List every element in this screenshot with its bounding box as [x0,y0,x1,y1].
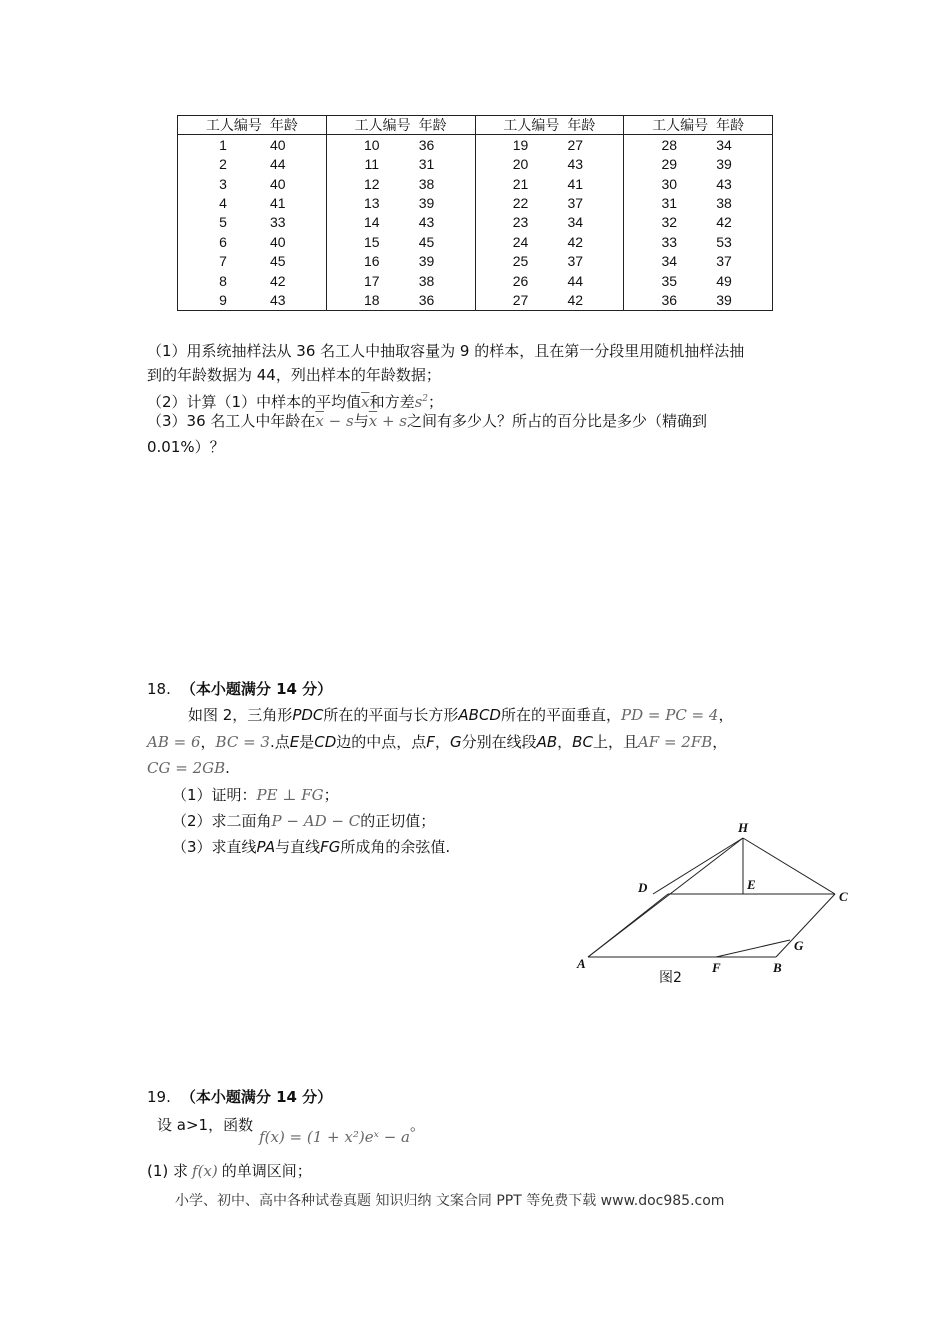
figure-caption: 图2 [659,970,682,986]
worker-no-cell: 17 [363,272,380,289]
q18-sub1: （1）证明：PE ⊥ FG； [172,786,339,804]
worker-no-cell: 6 [219,233,227,250]
worker-no-cell: 25 [512,253,529,270]
q17-part1-line1: （1）用系统抽样法从 36 名工人中抽取容量为 9 的样本，且在第一分段里用随机抽样法抽 [147,342,745,360]
table-row [327,213,475,232]
q17-part2: （2）计算（1）中样本的平均值$\overline{x}$和方差$s^2$； [147,393,444,411]
q18-header: 18. （本小题满分 14 分） [147,680,333,698]
edge-HD [653,838,743,894]
table-row [327,135,475,154]
age-cell: 34 [716,136,732,153]
label-F: F [712,960,721,975]
edge-HA [588,838,743,957]
age-cell: 37 [716,253,732,270]
table-row [476,232,624,251]
label-C: C [839,889,848,904]
edge-HC [743,838,835,894]
worker-no-cell: 4 [219,195,227,212]
worker-no-cell: 22 [512,195,529,212]
worker-no-cell: 13 [363,195,380,212]
table-row [178,154,326,173]
table-header [476,116,624,135]
age-cell: 40 [270,136,286,153]
worker-no-cell: 18 [363,292,380,309]
age-cell: 41 [270,195,286,212]
table-row [624,193,772,212]
worker-no-cell: 1 [219,136,227,153]
table-row [624,291,772,310]
q18-sub2: （2）求二面角P − AD − C的正切值； [172,812,436,830]
table-row [476,252,624,271]
worker-no-cell: 36 [661,292,678,309]
worker-no-cell: 11 [364,156,380,173]
worker-no-cell: 10 [363,136,380,153]
age-cell: 44 [270,156,286,173]
age-cell: 43 [418,214,435,231]
worker-no-cell: 14 [363,214,380,231]
edge-BC [776,894,835,957]
label-A: A [577,956,586,971]
age-cell: 39 [418,253,435,270]
table-row [178,232,326,251]
age-cell: 37 [567,253,584,270]
age-cell: 49 [716,272,732,289]
worker-no-cell: 2 [219,156,227,173]
table-column [475,116,624,310]
table-row [327,174,475,193]
header-age: 年龄 [567,118,596,134]
age-cell: 42 [270,272,286,289]
table-row [327,252,475,271]
worker-no-cell: 33 [661,233,678,250]
worker-no-cell: 30 [661,175,678,192]
worker-no-cell: 12 [363,175,380,192]
age-cell: 40 [270,175,286,192]
worker-no-cell: 16 [363,253,380,270]
variance-symbol: $s^2$ [414,393,429,411]
table-row [178,174,326,193]
age-cell: 43 [716,175,732,192]
age-cell: 36 [418,292,435,309]
footer-text: 小学、初中、高中各种试卷真题 知识归纳 文案合同 PPT 等免费下载 www.doc985.com [175,1193,725,1209]
q18-line3: CG = 2GB. [147,759,230,777]
table-row [476,154,624,173]
label-D: D [638,880,648,895]
table-header [327,116,475,135]
worker-no-cell: 28 [661,136,678,153]
table-row [624,213,772,232]
age-cell: 37 [567,195,584,212]
header-age: 年龄 [269,118,298,134]
worker-no-cell: 23 [512,214,529,231]
header-worker-no: 工人编号 [652,118,709,134]
table-row [476,291,624,310]
table-row [624,271,772,290]
table-row [624,232,772,251]
header-worker-no: 工人编号 [354,118,411,134]
age-cell: 27 [567,136,584,153]
worker-no-cell: 26 [512,272,529,289]
age-cell: 44 [567,272,584,289]
worker-no-cell: 5 [219,214,227,231]
header-age: 年龄 [418,118,447,134]
age-cell: 36 [418,136,435,153]
worker-no-cell: 32 [661,214,678,231]
table-row [178,213,326,232]
table-row [178,271,326,290]
figure-2-diagram [570,820,860,995]
table-column [623,116,772,310]
worker-no-cell: 15 [363,233,380,250]
age-cell: 45 [270,253,286,270]
worker-no-cell: 24 [512,233,529,250]
age-cell: 39 [716,156,732,173]
table-row [327,193,475,212]
age-cell: 38 [418,175,435,192]
table-row [476,193,624,212]
age-cell: 34 [567,214,584,231]
age-cell: 31 [418,156,435,173]
age-cell: 42 [567,233,584,250]
age-cell: 38 [418,272,435,289]
age-cell: 42 [716,214,732,231]
table-row [476,271,624,290]
label-G: G [794,938,804,953]
table-row [327,271,475,290]
table-row [476,174,624,193]
q19-line1: 设 a>1，函数f(x) = (1 + x²)eˣ − a。 [157,1116,425,1146]
header-worker-no: 工人编号 [205,118,262,134]
age-cell: 40 [270,233,286,250]
header-age: 年龄 [716,118,745,134]
mean-plus-s: $\overline{x} + s$ [368,412,407,430]
table-row [327,154,475,173]
worker-no-cell: 31 [661,195,678,212]
table-row [327,291,475,310]
age-cell: 33 [270,214,286,231]
mean-minus-s: $\overline{x} - s$ [315,412,354,430]
age-cell: 41 [567,175,584,192]
table-row [178,193,326,212]
worker-no-cell: 27 [512,292,529,309]
table-row [624,154,772,173]
q17-part1-line2: 到的年龄数据为 44，列出样本的年龄数据； [147,366,441,384]
worker-no-cell: 20 [512,156,529,173]
q17-part3-line1: （3）36 名工人中年龄在$\overline{x} - s$与$\overline{x} + s$之间有多少人？所占的百分比是多少（精确到 [147,412,707,430]
worker-no-cell: 9 [219,292,227,309]
age-cell: 39 [418,195,435,212]
x-bar-symbol: $\overline{x}$ [361,393,370,411]
label-H: H [738,820,749,835]
worker-age-table [177,115,773,311]
q19-header: 19. （本小题满分 14 分） [147,1088,333,1106]
label-E: E [747,877,756,892]
table-row [624,174,772,193]
table-row [624,252,772,271]
table-row [178,252,326,271]
table-row [476,135,624,154]
worker-no-cell: 29 [661,156,678,173]
age-cell: 45 [418,233,435,250]
worker-no-cell: 34 [661,253,678,270]
q18-line1: 如图 2，三角形PDC所在的平面与长方形ABCD所在的平面垂直，PD = PC = 4， [188,706,734,724]
table-row [476,213,624,232]
worker-no-cell: 35 [661,272,678,289]
table-row [327,232,475,251]
age-cell: 42 [567,292,584,309]
table-row [624,135,772,154]
worker-no-cell: 21 [512,175,529,192]
q18-sub3: （3）求直线PA与直线FG所成角的余弦值. [172,838,451,856]
table-column [326,116,475,310]
age-cell: 43 [567,156,584,173]
age-cell: 39 [716,292,732,309]
worker-no-cell: 8 [219,272,227,289]
worker-no-cell: 19 [512,136,529,153]
age-cell: 38 [716,195,732,212]
worker-no-cell: 3 [219,175,227,192]
table-column [178,116,326,310]
age-cell: 53 [716,233,732,250]
table-header [624,116,772,135]
q18-line2: AB = 6，BC = 3.点E是CD边的中点，点F，G分别在线段AB，BC上，且AF = 2FB， [147,733,728,751]
label-B: B [773,960,782,975]
age-cell: 43 [270,292,286,309]
header-worker-no: 工人编号 [503,118,560,134]
worker-no-cell: 7 [219,253,227,270]
q19-line2: (1) 求 f(x) 的单调区间； [147,1162,312,1180]
table-row [178,291,326,310]
q17-part3-line2: 0.01%）？ [147,438,225,456]
table-row [178,135,326,154]
table-header [178,116,326,135]
